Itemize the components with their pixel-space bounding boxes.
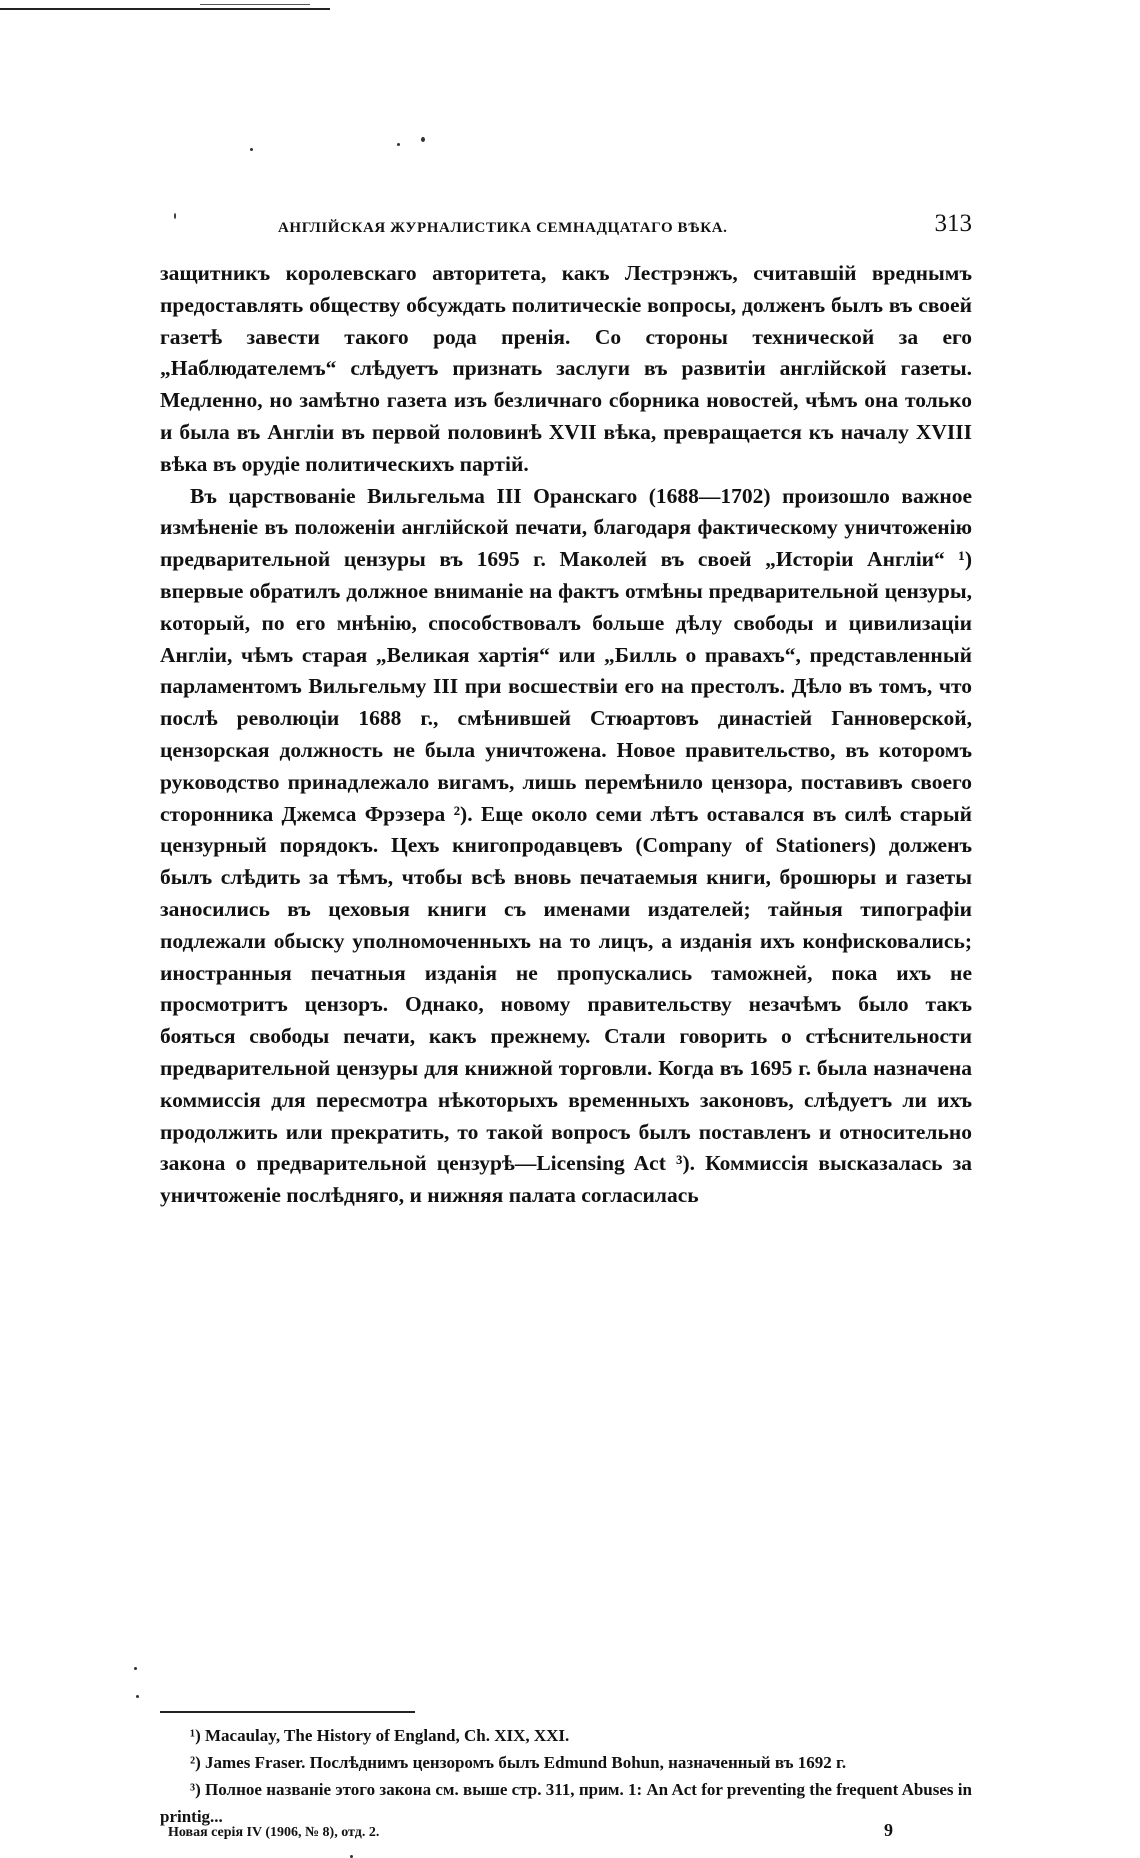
footnote-separator	[160, 1711, 415, 1713]
scan-edge-rule-thin	[200, 4, 310, 5]
footnote-2-text: ²) James Fraser. Послѣднимъ цензоромъ былъ Edmund Bohun, назначенный въ 1692 г.	[190, 1753, 847, 1772]
paragraph-2: Въ царствованіе Вильгельма III Оранскаго (1688—1702) произошло важное измѣненіе въ положеніи англійской печати, благодаря фактическому уничтоженію предварительной цензуры въ 1695 г. Маколей въ своей „Исторіи Англіи“ ¹) впервые обратилъ должное вниманіе на фактъ отмѣны предварительной цензуры, который, по его мнѣнію, способствовалъ больше дѣлу свободы и цивилизаціи Англіи, чѣмъ старая „Великая хартія“ или „Билль о правахъ“, представленный парламентомъ Вильгельму III при восшествіи его на престолъ. Дѣло въ томъ, что послѣ революціи 1688 г., смѣнившей Стюартовъ династіей Ганноверской, цензорская должность не была уничтожена. Новое правительство, въ которомъ руководство принадлежало вигамъ, лишь перемѣнило цензора, поставивъ своего сторонника Джемса Фрэзера ²). Еще около семи лѣтъ оставался въ силѣ старый цензурный порядокъ. Цехъ книгопродавцевъ (Company of Stationers) долженъ былъ слѣдить за тѣмъ, чтобы всѣ вновь печатаемыя книги, брошюры и газеты заносились въ цеховыя книги съ именами издателей; тайныя типографіи подлежали обыску уполномоченныхъ на то лицъ, а изданія ихъ конфисковались; иностранныя печатныя изданія не пропускались таможней, пока ихъ не просмотритъ цензоръ. Однако, новому правительству незачѣмъ было такъ бояться свободы печати, какъ прежнему. Стали говорить о стѣснительности предварительной цензуры для книжной торговли. Когда въ 1695 г. была назначена коммиссія для пересмотра нѣкоторыхъ временныхъ законовъ, слѣдуетъ ли ихъ продолжить или прекратить, то такой вопросъ былъ поставленъ и относительно закона о предварительной цензурѣ—Licensing Act ³). Коммиссія высказалась за уничтоженіе послѣдняго, и нижняя палата согласилась	[160, 483, 972, 1208]
scan-speck	[136, 1695, 139, 1698]
scan-speck	[250, 148, 253, 151]
running-title: АНГЛІЙСКАЯ ЖУРНАЛИСТИКА СЕМНАДЦАТАГО ВѢКА.	[278, 220, 728, 236]
page-number: 313	[934, 210, 972, 237]
footnote-3	[160, 1776, 972, 1830]
imprint-line: Новая серія IV (1906, № 8), отд. 2.	[168, 1825, 380, 1840]
page-header	[168, 210, 972, 246]
main-text	[160, 258, 972, 1212]
footnote-2	[160, 1749, 972, 1776]
scan-speck	[397, 143, 400, 146]
footnote-1: ¹) Macaulay, The History of England, Ch. XIX, XXI.	[190, 1726, 570, 1745]
footnotes	[160, 1722, 972, 1830]
scan-speck	[134, 1667, 137, 1670]
signature-mark: 9	[884, 1820, 893, 1840]
scan-speck	[421, 137, 425, 142]
paragraph-1: защитникъ королевскаго авторитета, какъ Лестрэнжъ, считавшій вреднымъ предоставлять обществу обсуждать политическіе вопросы, долженъ былъ въ своей газетѣ завести такого рода пренія. Со стороны технической за его „Наблюдателемъ“ слѣдуетъ признать заслуги въ развитіи англійской газеты. Медленно, но замѣтно газета изъ безличнаго сборника новостей, чѣмъ она только и была въ Англіи въ первой половинѣ XVII вѣка, превращается къ началу XVIII вѣка въ орудіе политическихъ партій.	[160, 261, 972, 476]
scan-edge-rule	[0, 8, 330, 10]
footnote-3-text: ³) Полное названіе этого закона см. выше стр. 311, прим. 1: An Act for preventing the frequent Abuses in printig...	[160, 1780, 972, 1826]
